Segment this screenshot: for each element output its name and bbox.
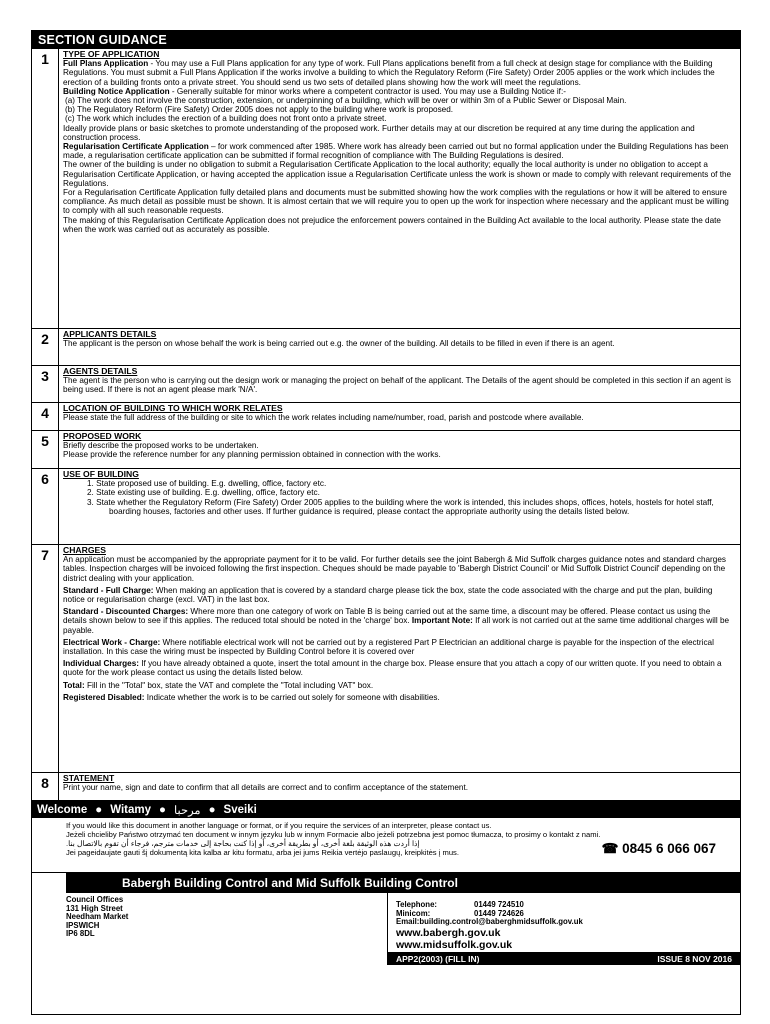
paragraph: Please provide the reference number for any planning permission obtained in connection with the works. bbox=[63, 450, 441, 460]
paragraph bbox=[63, 693, 736, 702]
english-notice: If you would like this document in another language or format, or if you require the services of an interpreter, please contact us. bbox=[66, 821, 492, 830]
website-link[interactable]: www.midsuffolk.gov.uk bbox=[396, 938, 513, 951]
section-body bbox=[59, 366, 740, 402]
guidance-section-5 bbox=[32, 431, 740, 469]
email-line bbox=[396, 918, 740, 927]
telephone-icon: ☎ bbox=[601, 841, 619, 856]
paragraph-text: Where more than one category of work on Table B is being carried out at the same time, a discount may be offered. Please contact us using the details shown below to see if this applies. The reduced total should be noted in the 'charge' box. bbox=[63, 607, 711, 626]
section-body bbox=[59, 469, 740, 544]
paragraph bbox=[63, 607, 736, 635]
bold-lead: Individual Charges: bbox=[63, 659, 139, 669]
paragraph-text: Fill in the "Total" box, state the VAT and complete the "Total including VAT" box. bbox=[84, 680, 374, 690]
form-reference-bar bbox=[388, 952, 740, 965]
section-number: 6 bbox=[32, 469, 59, 544]
paragraph-text: - Generally suitable for minor works where a competent contractor is used. You may use a Building Notice if:- bbox=[169, 86, 566, 96]
bold-lead: Standard - Full Charge: bbox=[63, 585, 154, 595]
address-line: 131 High Street bbox=[66, 903, 123, 913]
paragraph-text: If all work is not carried out at the same time additional charges will be payable. bbox=[63, 616, 730, 635]
guidance-section-2 bbox=[32, 329, 740, 366]
phone-text: 0845 6 066 067 bbox=[622, 841, 716, 856]
paragraph: The agent is the person who is carrying out the design work or managing the project on behalf of the applicant. The Details of the agent should be completed in this section if an agent is being used. If there is not an agent please mark 'N/A'. bbox=[63, 376, 731, 395]
paragraph bbox=[63, 586, 736, 604]
paragraph-text: When making an application that is covered by a standard charge please tick the box, state the code associated with the charge and put the plan, building notice or regularisation charge (excl. VAT) in the last box. bbox=[63, 585, 713, 605]
address-line: IP6 8DL bbox=[66, 929, 95, 939]
paragraph: Please state the full address of the building or site to which the work relates including name/number, road, parish and postcode where available. bbox=[63, 413, 584, 423]
paragraph: Ideally provide plans or basic sketches to promote understanding of the proposed work. Further details may at our discretion be required at any time during the application and construction process. bbox=[63, 123, 695, 142]
section-title: PROPOSED WORK bbox=[63, 431, 142, 441]
paragraph-text: Where notifiable electrical work will not be carried out by a registered Part P Electrician an additional charge is payable for the inspection of the electrical installation. In this case the wiring must be inspected by Building Control before it is covered over bbox=[63, 637, 714, 657]
section-number: 2 bbox=[32, 329, 59, 365]
paragraph bbox=[63, 659, 736, 677]
section-number: 3 bbox=[32, 366, 59, 402]
postal-address bbox=[32, 893, 388, 965]
paragraph bbox=[63, 638, 736, 656]
section-title: USE OF BUILDING bbox=[63, 469, 139, 479]
paragraph bbox=[63, 142, 736, 160]
bold-lead: Building Notice Application bbox=[63, 86, 170, 96]
section-number: 5 bbox=[32, 431, 59, 468]
welcome-bar bbox=[32, 801, 740, 818]
guidance-section-7 bbox=[32, 545, 740, 773]
section-title: LOCATION OF BUILDING TO WHICH WORK RELATES bbox=[63, 403, 283, 413]
email-link[interactable]: building.control@baberghmidsuffolk.gov.uk bbox=[419, 917, 583, 927]
numbered-list bbox=[63, 479, 736, 516]
bold-lead: Electrical Work - Charge: bbox=[63, 637, 161, 647]
lithuanian-notice: Jei pageidaujate gauti šį dokumentą kita kalba ar kitu formatu, arba jei jums Reikia vertėjo paslaugų, kreipkitės į mus. bbox=[66, 848, 459, 857]
section-number: 8 bbox=[32, 773, 59, 800]
welcome-text: Witamy bbox=[110, 803, 152, 816]
guidance-section-4 bbox=[32, 403, 740, 431]
section-title: APPLICANTS DETAILS bbox=[63, 329, 157, 339]
paragraph bbox=[63, 87, 736, 96]
paragraph bbox=[63, 681, 736, 690]
paragraph: Briefly describe the proposed works to be undertaken. bbox=[63, 441, 259, 451]
issue-date: ISSUE 8 NOV 2016 bbox=[657, 953, 732, 964]
welcome-text: Sveiki bbox=[223, 803, 257, 816]
bullet: ● bbox=[95, 803, 103, 816]
paragraph: The applicant is the person on whose behalf the work is being carried out e.g. the owner of the building. All details to be filled in even if there is an agent. bbox=[63, 339, 615, 349]
address-line: Council Offices bbox=[66, 895, 124, 904]
bold-lead: Full Plans Application bbox=[63, 59, 149, 69]
bold-lead: Important Note: bbox=[411, 616, 473, 626]
phone-number[interactable] bbox=[601, 841, 716, 856]
minicom-label: Minicom: bbox=[396, 908, 431, 918]
list-item: 1. State proposed use of building. E.g. dwelling, office, factory etc. bbox=[87, 479, 327, 489]
list-item-a: (a) The work does not involve the construction, extension, or underpinning of a building, which will be over or within 3m of a Public Sewer or Disposal Main. bbox=[65, 96, 627, 106]
guidance-section-6 bbox=[32, 469, 740, 545]
section-body bbox=[59, 431, 740, 468]
list-item: 3. State whether the Regulatory Reform (Fire Safety) Order 2005 applies to the building where the work is intended, this includes shops, offices, hotels, hostels for hotel staff, boarding houses, factories and other uses. If further guidance is required, please contact the appropriate authority using the details listed below. bbox=[87, 497, 714, 516]
telephone-label: Telephone: bbox=[396, 900, 438, 909]
section-title: TYPE OF APPLICATION bbox=[63, 49, 160, 59]
section-title: AGENTS DETAILS bbox=[63, 366, 138, 376]
bold-lead: Regularisation Certificate Application bbox=[63, 142, 209, 152]
address-line: IPSWICH bbox=[66, 920, 100, 930]
section-number: 7 bbox=[32, 545, 59, 772]
telephone-number[interactable]: 01449 724510 bbox=[474, 900, 524, 909]
arabic-notice: إذا أردت هذه الوثيقة بلغة أخرى، أو بطريقة أخرى، أو إذا كنت بحاجة إلى خدمات مترجم، فرجاء أن تقوم بالاتصال بنا. bbox=[66, 839, 420, 848]
bullet: ● bbox=[159, 803, 166, 816]
section-body bbox=[59, 545, 740, 772]
paragraph-text: – for work commenced after 1985. Where work has already been carried out but no formal application under the Building Regulations has been made, a regularisation certificate application can be submitted if formal recognition of compliance with The Building Regulations is desired. bbox=[63, 142, 729, 161]
footer-heading: Babergh Building Control and Mid Suffolk Building Control bbox=[32, 873, 740, 893]
minicom-number[interactable]: 01449 724626 bbox=[474, 908, 524, 918]
email-label: Email: bbox=[396, 917, 420, 927]
paragraph-text: If you have already obtained a quote, insert the total amount in the charge box. Please ensure that you attach a copy of our written quote. If you need to obtain a quote for the work please contact us using the details listed below. bbox=[63, 659, 722, 678]
paragraph: The owner of the building is under no obligation to submit a Regularisation Certificate Application to the local authority; equally the local authority is under no obligation to accept a Regularisation Certificate Application, or having accepted the application issue a Regularisation Certificate unless the work is shown or made to comply with relevant requirements of the Regulations. bbox=[63, 160, 732, 188]
language-notice bbox=[32, 818, 740, 873]
website-link[interactable]: www.babergh.gov.uk bbox=[396, 926, 501, 939]
bold-lead: Registered Disabled: bbox=[63, 692, 145, 702]
telephone-line bbox=[396, 901, 740, 910]
bold-lead: Standard - Discounted Charges: bbox=[63, 607, 189, 617]
bullet: ● bbox=[208, 803, 216, 816]
section-body bbox=[59, 403, 740, 430]
section-title: STATEMENT bbox=[63, 773, 115, 783]
paragraph: The making of this Regularisation Certificate Application does not prejudice the enforcement powers contained in the Building Act available to the local authority. Please state the date when the work was carried out as accurately as possible. bbox=[63, 215, 721, 234]
paragraph: An application must be accompanied by the appropriate payment for it to be valid. For further details see the joint Babergh & Mid Suffolk charges guidance notes and standard charges tables. Inspection charges will be invoiced following the first inspection. Cheques should be made payable to 'Babergh District Council' or Mid Suffolk District Council' depending on the district dealing with your application. bbox=[63, 555, 726, 583]
footer-contact bbox=[32, 893, 740, 965]
guidance-section-3 bbox=[32, 366, 740, 403]
paragraph bbox=[63, 59, 736, 87]
paragraph: For a Regularisation Certificate Application fully detailed plans and documents must be submitted showing how the work complies with the regulations or how it will be altered to ensure compliance. As much detail as possible must be shown. It is almost certain that we will require you to open up the work for inspection where necessary and the applicant must be willing to comply with all such reasonable requests. bbox=[63, 188, 729, 216]
section-body bbox=[59, 49, 740, 328]
list-item-b: (b) The Regulatory Reform (Fire Safety) Order 2005 does not apply to the building where work is proposed. bbox=[65, 105, 454, 115]
section-number: 4 bbox=[32, 403, 59, 430]
address-line: Needham Market bbox=[66, 912, 129, 922]
welcome-text: مرحبا bbox=[173, 804, 201, 817]
bold-lead: Total: bbox=[63, 680, 85, 690]
guidance-section-1 bbox=[32, 49, 740, 329]
section-number: 1 bbox=[32, 49, 59, 328]
polish-notice: Jeżeli chcieliby Państwo otrzymać ten document w innym języku lub w innym Formacie albo jeżeli potrzebna jest pomoc tłumacza, to prosimy o kontakt z nami. bbox=[66, 830, 601, 839]
list-item-c: (c) The work which includes the erection of a building does not front onto a private street. bbox=[65, 114, 387, 124]
paragraph: Print your name, sign and date to confirm that all details are correct and to confirm acceptance of the statement. bbox=[63, 783, 469, 793]
list-item: 2. State existing use of building. E.g. dwelling, office, factory etc. bbox=[87, 488, 320, 498]
form-reference: APP2(2003) (FILL IN) bbox=[396, 953, 480, 964]
section-body bbox=[59, 773, 740, 800]
paragraph-text: - You may use a Full Plans application for any type of work. Full Plans applications benefit from a full check at design stage for compliance with the Building Regulations. You must submit a Full Plans Application if the works involve a building to which the Regulatory Reform (Fire Safety) Order 2005 applies or the work which includes the erection of a building fronts onto a private street. You should send us two sets of detailed plans showing how the work will meet the regulations. bbox=[63, 59, 715, 87]
section-title: CHARGES bbox=[63, 545, 106, 555]
guidance-section-8 bbox=[32, 773, 740, 801]
section-body bbox=[59, 329, 740, 365]
paragraph-text: Indicate whether the work is to be carried out solely for someone with disabilities. bbox=[144, 692, 440, 702]
welcome-text: Welcome bbox=[37, 803, 88, 816]
guidance-document bbox=[31, 30, 741, 1015]
section-guidance-heading: SECTION GUIDANCE bbox=[32, 31, 740, 49]
